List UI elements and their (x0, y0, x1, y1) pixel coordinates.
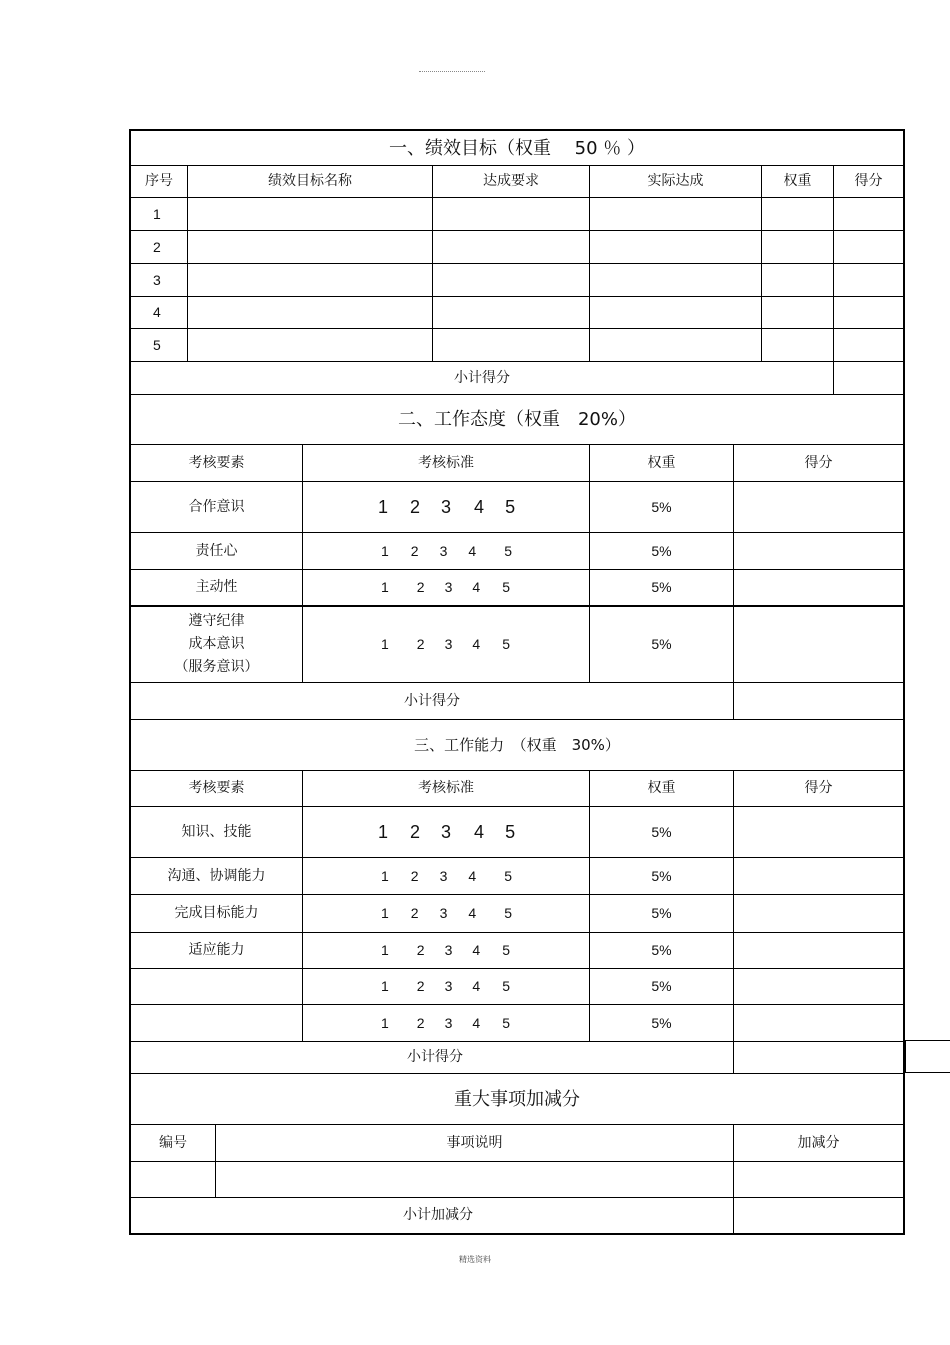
rating-option[interactable]: 5 (504, 542, 512, 559)
section2-header-row (131, 445, 903, 482)
weight-value: 5% (590, 533, 734, 569)
rating-option[interactable]: 5 (504, 867, 512, 884)
header-requirement: 达成要求 (433, 166, 590, 197)
rating-scale (303, 607, 590, 682)
section3-header-row (131, 771, 903, 807)
header-score: 得分 (854, 173, 883, 189)
rating-option[interactable]: 4 (472, 942, 481, 958)
rating-option[interactable]: 1 (381, 867, 389, 884)
section2-subtotal-row (131, 683, 903, 720)
header-standard: 考核标准 (303, 771, 590, 806)
rating-option[interactable]: 1 (378, 821, 389, 842)
header-actual: 实际达成 (590, 166, 762, 197)
event-row (131, 1162, 903, 1198)
rating-scale (303, 570, 590, 605)
rating-option[interactable]: 4 (472, 636, 481, 652)
section1-header-row (131, 166, 903, 198)
footer-text: 精选资料 (459, 1255, 491, 1264)
factor-line: 成本意识 (188, 636, 245, 652)
rating-option[interactable]: 3 (444, 579, 453, 595)
goal-name-cell[interactable] (188, 297, 433, 328)
attitude-row (131, 570, 903, 607)
factor-label: 适应能力 (131, 933, 303, 968)
rating-option[interactable]: 3 (439, 905, 448, 921)
goal-seq: 4 (131, 297, 188, 328)
evaluation-form (129, 129, 905, 1235)
goal-seq: 1 (131, 198, 188, 230)
rating-option[interactable]: 2 (416, 636, 425, 652)
rating-option[interactable]: 5 (505, 821, 516, 842)
attitude-row (131, 533, 903, 570)
rating-option[interactable]: 3 (444, 942, 453, 958)
header-factor: 考核要素 (131, 771, 303, 806)
rating-option[interactable]: 3 (441, 496, 452, 517)
ability-row (131, 807, 903, 858)
section1-title-row (131, 131, 903, 166)
factor-label[interactable] (131, 969, 303, 1004)
factor-label (131, 607, 303, 682)
factor-label: 完成目标能力 (131, 895, 303, 932)
section4-title-row (131, 1074, 903, 1125)
rating-option[interactable]: 4 (474, 496, 485, 517)
section1-subtotal-row (131, 362, 903, 395)
rating-option[interactable]: 1 (381, 1014, 389, 1031)
score-cell[interactable] (734, 807, 903, 857)
goal-requirement-cell[interactable] (433, 264, 590, 296)
factor-line: （服务意识） (174, 659, 259, 675)
rating-scale (303, 807, 590, 857)
rating-option[interactable]: 3 (444, 978, 453, 994)
goal-row (131, 297, 903, 329)
weight-value: 5% (590, 807, 734, 857)
rating-option[interactable]: 1 (378, 496, 389, 517)
rating-scale (303, 533, 590, 569)
attitude-row (131, 482, 903, 533)
header-description: 事项说明 (216, 1125, 734, 1161)
weight-value: 5% (590, 570, 734, 605)
goal-score-cell[interactable] (834, 329, 903, 361)
rating-scale (303, 482, 590, 532)
rating-option[interactable]: 5 (502, 579, 510, 595)
section4-subtotal-row (131, 1198, 903, 1233)
section3-subtotal-row (131, 1042, 903, 1074)
goal-row (131, 264, 903, 297)
rating-scale (303, 895, 590, 932)
weight-value: 5% (590, 607, 734, 682)
rating-option[interactable]: 1 (381, 636, 389, 652)
goal-name-cell[interactable] (188, 329, 433, 361)
rating-option[interactable]: 2 (416, 942, 425, 958)
rating-option[interactable]: 3 (444, 1014, 453, 1031)
header-standard: 考核标准 (303, 445, 590, 481)
goal-weight-cell[interactable] (762, 231, 834, 263)
factor-label: 合作意识 (131, 482, 303, 532)
header-number: 编号 (131, 1125, 216, 1161)
rating-option[interactable]: 2 (410, 867, 419, 884)
goal-row (131, 231, 903, 264)
factor-label: 沟通、协调能力 (131, 858, 303, 894)
section2-subtotal-label: 小计得分 (131, 683, 734, 719)
section2-title-row (131, 395, 903, 445)
section4-subtotal-score[interactable] (734, 1198, 903, 1233)
rating-option[interactable]: 5 (502, 636, 510, 652)
header-weight: 权重 (590, 445, 734, 481)
score-cell[interactable] (734, 969, 903, 1004)
ability-row (131, 933, 903, 969)
rating-option[interactable]: 4 (468, 867, 477, 884)
goal-name-cell[interactable] (188, 231, 433, 263)
section1-subtotal-label: 小计得分 (131, 362, 834, 394)
score-cell[interactable] (734, 933, 903, 968)
rating-option[interactable]: 2 (410, 542, 419, 559)
weight-value: 5% (590, 858, 734, 894)
ability-row (131, 1005, 903, 1042)
weight-value: 5% (590, 933, 734, 968)
rating-option[interactable]: 3 (444, 636, 453, 652)
rating-option[interactable]: 1 (381, 542, 389, 559)
event-description-cell[interactable] (216, 1162, 734, 1197)
goal-weight-cell[interactable] (762, 198, 834, 230)
score-cell[interactable] (734, 607, 903, 682)
rating-option[interactable]: 4 (474, 821, 485, 842)
section4-title: 重大事项加减分 (454, 1088, 580, 1110)
rating-option[interactable]: 2 (416, 1014, 425, 1031)
rating-option[interactable]: 5 (505, 496, 516, 517)
factor-label: 知识、技能 (131, 807, 303, 857)
weight-value: 5% (590, 895, 734, 932)
header-factor: 考核要素 (131, 445, 303, 481)
factor-label[interactable] (131, 1005, 303, 1041)
rating-option[interactable]: 4 (468, 542, 477, 559)
goal-requirement-cell[interactable] (433, 231, 590, 263)
header-score: 得分 (804, 454, 833, 471)
score-cell[interactable] (734, 533, 903, 569)
header-dotted-line (419, 71, 485, 72)
rating-scale (303, 858, 590, 894)
goal-score-cell[interactable] (834, 198, 903, 230)
header-score: 得分 (804, 780, 833, 796)
goal-seq: 3 (131, 264, 188, 296)
ability-row (131, 969, 903, 1005)
rating-option[interactable]: 1 (381, 905, 389, 921)
rating-option[interactable]: 4 (472, 579, 481, 595)
section4-header-row (131, 1125, 903, 1162)
score-cell[interactable] (734, 858, 903, 894)
rating-option[interactable]: 5 (502, 942, 510, 958)
goal-row (131, 329, 903, 362)
header-weight: 权重 (590, 771, 734, 806)
rating-scale (303, 969, 590, 1004)
rating-option[interactable]: 3 (439, 867, 448, 884)
section4-subtotal-label: 小计加减分 (131, 1198, 734, 1233)
goal-score-cell[interactable] (834, 264, 903, 296)
goal-weight-cell[interactable] (762, 329, 834, 361)
score-cell[interactable] (734, 570, 903, 605)
rating-option[interactable]: 2 (416, 579, 425, 595)
section2-subtotal-score[interactable] (734, 683, 903, 719)
goal-weight-cell[interactable] (762, 264, 834, 296)
weight-value: 5% (590, 969, 734, 1004)
section3-subtotal-score[interactable] (734, 1042, 903, 1073)
event-number-cell[interactable] (131, 1162, 216, 1197)
rating-scale (303, 933, 590, 968)
section2-title: 二、工作态度（权重 20%） (397, 409, 636, 430)
section1-title: 一、绩效目标（权重 50 ％ ） (388, 137, 646, 159)
header-seq: 序号 (131, 166, 188, 197)
goal-name-cell[interactable] (188, 198, 433, 230)
rating-option[interactable]: 1 (381, 942, 389, 958)
goal-actual-cell[interactable] (590, 297, 762, 328)
section3-title-row (131, 720, 903, 771)
rating-option[interactable]: 4 (472, 978, 481, 994)
score-cell[interactable] (734, 895, 903, 932)
goal-actual-cell[interactable] (590, 329, 762, 361)
ability-row (131, 858, 903, 895)
header-weight: 权重 (762, 166, 834, 197)
overflow-cell-fragment (905, 1040, 950, 1073)
attitude-row (131, 607, 903, 683)
goal-seq: 2 (131, 231, 188, 263)
weight-value: 5% (590, 1005, 734, 1041)
goal-requirement-cell[interactable] (433, 329, 590, 361)
goal-name-cell[interactable] (188, 264, 433, 296)
factor-label: 主动性 (131, 570, 303, 605)
rating-option[interactable]: 5 (504, 905, 512, 921)
rating-option[interactable]: 2 (416, 978, 425, 994)
goal-requirement-cell[interactable] (433, 198, 590, 230)
goal-row (131, 198, 903, 231)
rating-option[interactable]: 3 (441, 821, 452, 842)
goal-actual-cell[interactable] (590, 198, 762, 230)
rating-option[interactable]: 4 (468, 905, 477, 921)
goal-score-cell[interactable] (834, 297, 903, 328)
factor-label: 责任心 (131, 533, 303, 569)
rating-option[interactable]: 1 (381, 978, 389, 994)
ability-row (131, 895, 903, 933)
header-goal-name: 绩效目标名称 (188, 166, 433, 197)
goal-weight-cell[interactable] (762, 297, 834, 328)
factor-line: 遵守纪律 (188, 613, 245, 629)
weight-value: 5% (590, 482, 734, 532)
score-cell[interactable] (734, 1005, 903, 1041)
rating-option[interactable]: 1 (381, 579, 389, 595)
goal-seq: 5 (131, 329, 188, 361)
rating-option[interactable]: 5 (502, 1014, 510, 1031)
goal-actual-cell[interactable] (590, 231, 762, 263)
section1-subtotal-score[interactable] (834, 362, 903, 394)
rating-option[interactable]: 5 (502, 978, 510, 994)
goal-score-cell[interactable] (834, 231, 903, 263)
header-adjustment: 加减分 (797, 1134, 840, 1151)
rating-option[interactable]: 3 (439, 542, 448, 559)
section3-title: 三、工作能力 （权重 30%） (414, 735, 620, 754)
rating-option[interactable]: 2 (410, 496, 421, 517)
score-cell[interactable] (734, 482, 903, 532)
goal-actual-cell[interactable] (590, 264, 762, 296)
event-adjustment-cell[interactable] (734, 1162, 903, 1197)
rating-option[interactable]: 2 (410, 905, 419, 921)
rating-scale (303, 1005, 590, 1041)
section3-subtotal-label: 小计得分 (131, 1042, 734, 1073)
rating-option[interactable]: 4 (472, 1014, 481, 1031)
goal-requirement-cell[interactable] (433, 297, 590, 328)
rating-option[interactable]: 2 (410, 821, 421, 842)
